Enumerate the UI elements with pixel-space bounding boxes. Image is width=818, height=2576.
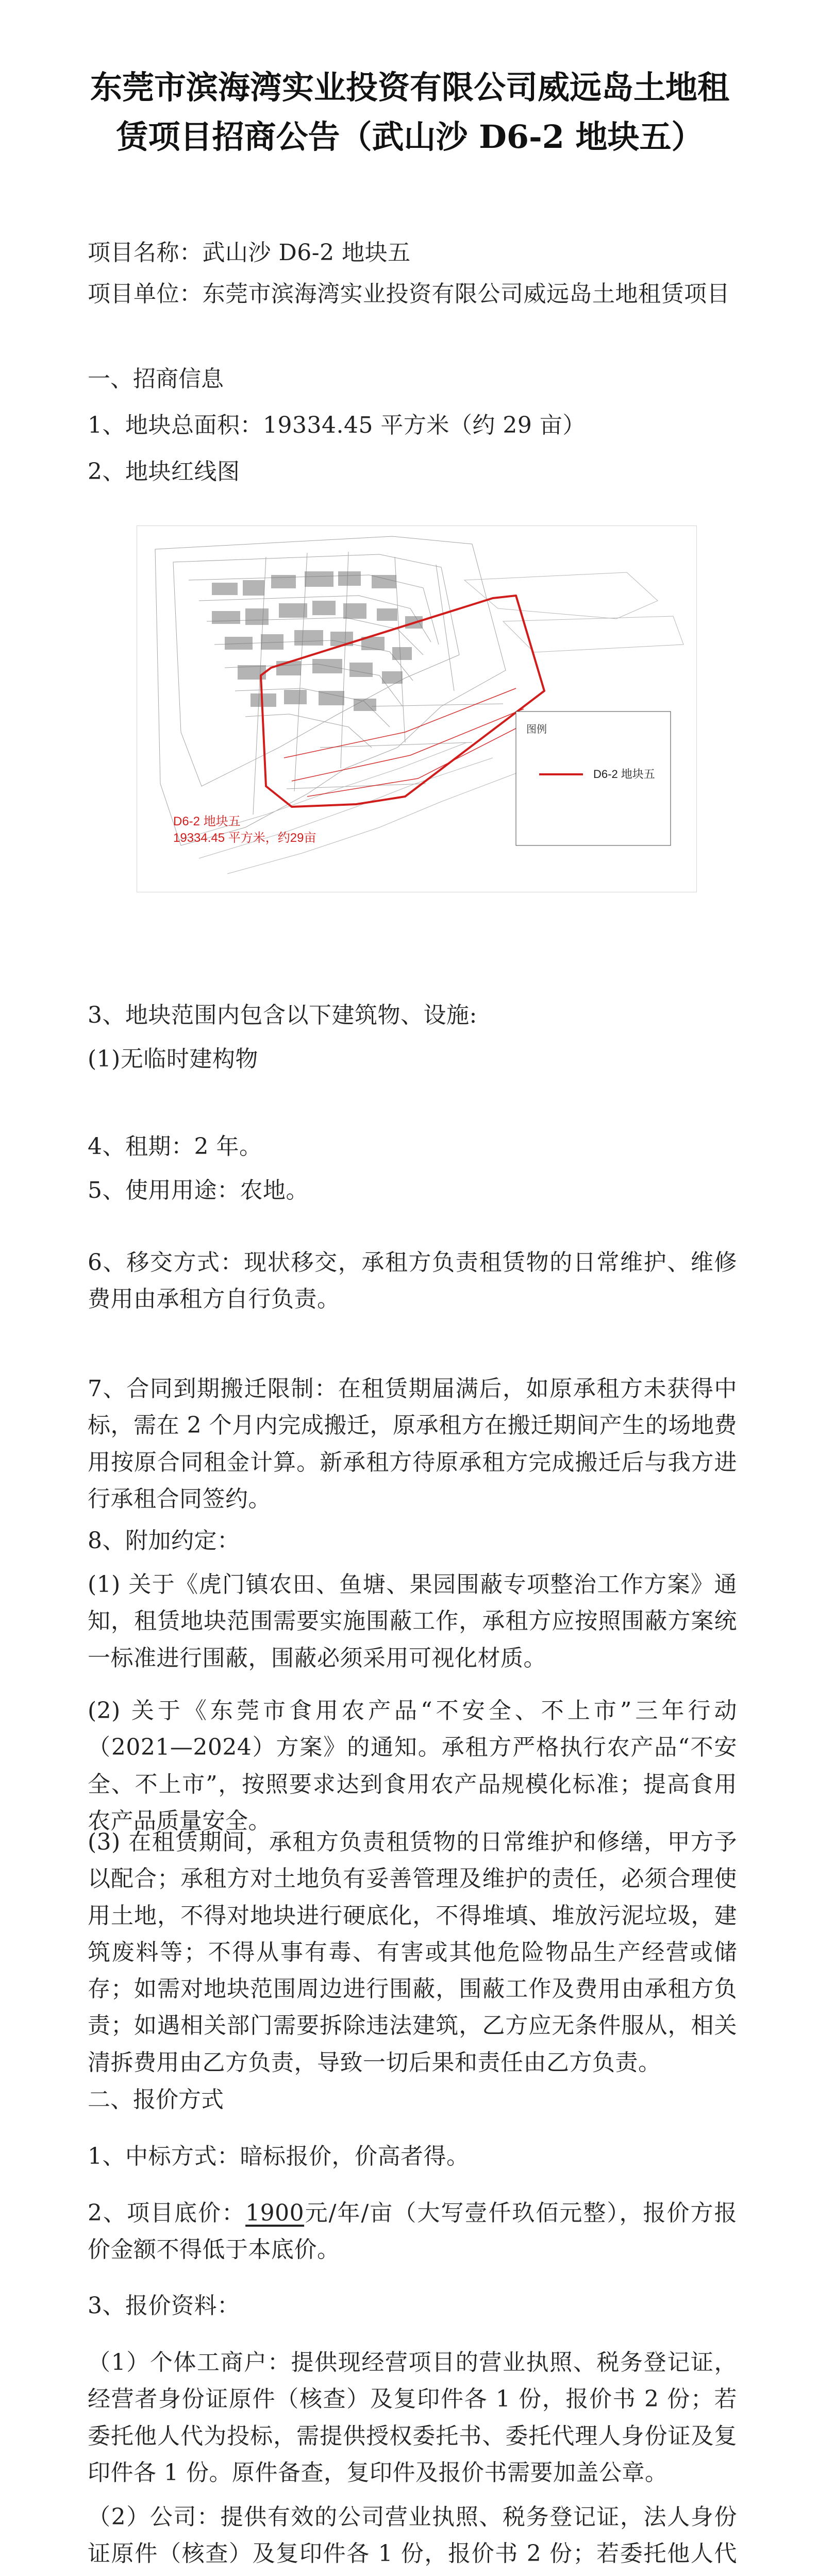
land-area: 1、地块总面积：19334.45 平方米（约 29 亩）	[88, 412, 586, 438]
bid-documents-company: （2）公司：提供有效的公司营业执照、税务登记证，法人身份证原件（核查）及复印件各 1 份，报价书 2 份；若委托他人代	[88, 2504, 737, 2567]
section-pricing-method: 二、报价方式	[88, 2087, 224, 2113]
legend-title: 图例	[526, 724, 547, 735]
additional-term-2: (2) 关于《东莞市食用农产品“不安全、不上市”三年行动（2021—2024）方案》的通知。承租方严格执行农产品“不安全、不上市”，按照要求达到食用农产品规模化标准；提高食用农产品质量安全。	[88, 1698, 737, 1834]
facilities-detail: (1)无临时建构物	[88, 1046, 258, 1072]
project-unit: 项目单位：东莞市滨海湾实业投资有限公司威远岛土地租赁项目	[88, 281, 730, 307]
parcel-callout-area: 19334.45 平方米，约29亩	[173, 831, 316, 845]
page-title: 东莞市滨海湾实业投资有限公司威远岛土地租赁项目招商公告（武山沙 D6-2 地块五）	[90, 69, 729, 156]
bid-documents-individual-business: （1）个体工商户：提供现经营项目的营业执照、税务登记证，经营者身份证原件（核查）及复印件各 1 份，报价书 2 份；若委托他人代为投标，需提供授权委托书、委托代理人身份证及复印件各 1 份。原件备查，复印件及报价书需要加盖公章。	[88, 2349, 737, 2486]
land-use: 5、使用用途：农地。	[88, 1177, 309, 1204]
base-price	[88, 2195, 737, 2268]
section-recruitment-info: 一、招商信息	[88, 366, 224, 392]
parcel-callout-title: D6-2 地块五	[173, 815, 241, 828]
project-name: 项目名称：武山沙 D6-2 地块五	[88, 240, 411, 266]
additional-term-3: (3) 在租赁期间，承租方负责租赁物的日常维护和修缮，甲方予以配合；承租方对土地负有妥善管理及维护的责任，必须合理使用土地，不得对地块进行硬底化，不得堆填、堆放污泥垃圾，建筑废料等；不得从事有毒、有害或其他危险物品生产经营或储存；如需对地块范围周边进行围蔽，围蔽工作及费用由承租方负责；如遇相关部门需要拆除违法建筑，乙方应无条件服从，相关清拆费用由乙方负责，导致一切后果和责任由乙方负责。	[88, 1829, 737, 2076]
bid-documents-heading: 3、报价资料：	[88, 2293, 240, 2319]
additional-terms-heading: 8、附加约定：	[88, 1528, 240, 1554]
base-price-prefix: 2、项目底价：	[88, 2200, 246, 2226]
additional-term-1: (1) 关于《虎门镇农田、鱼塘、果园围蔽专项整治工作方案》通知，租赁地块范围需要实施围蔽工作，承租方应按照围蔽方案统一标准进行围蔽，围蔽必须采用可视化材质。	[88, 1571, 737, 1671]
handover-method: 6、移交方式：现状移交，承租方负责租赁物的日常维护、维修费用由承租方自行负责。	[88, 1249, 737, 1313]
base-price-suffix: 元/年/亩（大写壹仟玖佰元整），报价方报价金额不得低于本底价。	[88, 2200, 737, 2263]
red-line-map-heading: 2、地块红线图	[88, 459, 240, 485]
relocation-limit: 7、合同到期搬迁限制：在租赁期届满后，如原承租方未获得中标，需在 2 个月内完成搬迁，原承租方在搬迁期间产生的场地费用按原合同租金计算。新承租方待原承租方完成搬迁后与我方进行承租合同签约。	[88, 1376, 737, 1512]
red-line-map	[137, 526, 697, 892]
bid-method: 1、中标方式：暗标报价，价高者得。	[88, 2143, 470, 2170]
legend-label: D6-2 地块五	[593, 768, 655, 781]
base-price-value: 1900	[245, 2200, 305, 2226]
facilities-heading: 3、地块范围内包含以下建筑物、设施:	[88, 1002, 477, 1028]
lease-term: 4、租期：2 年。	[88, 1133, 262, 1160]
